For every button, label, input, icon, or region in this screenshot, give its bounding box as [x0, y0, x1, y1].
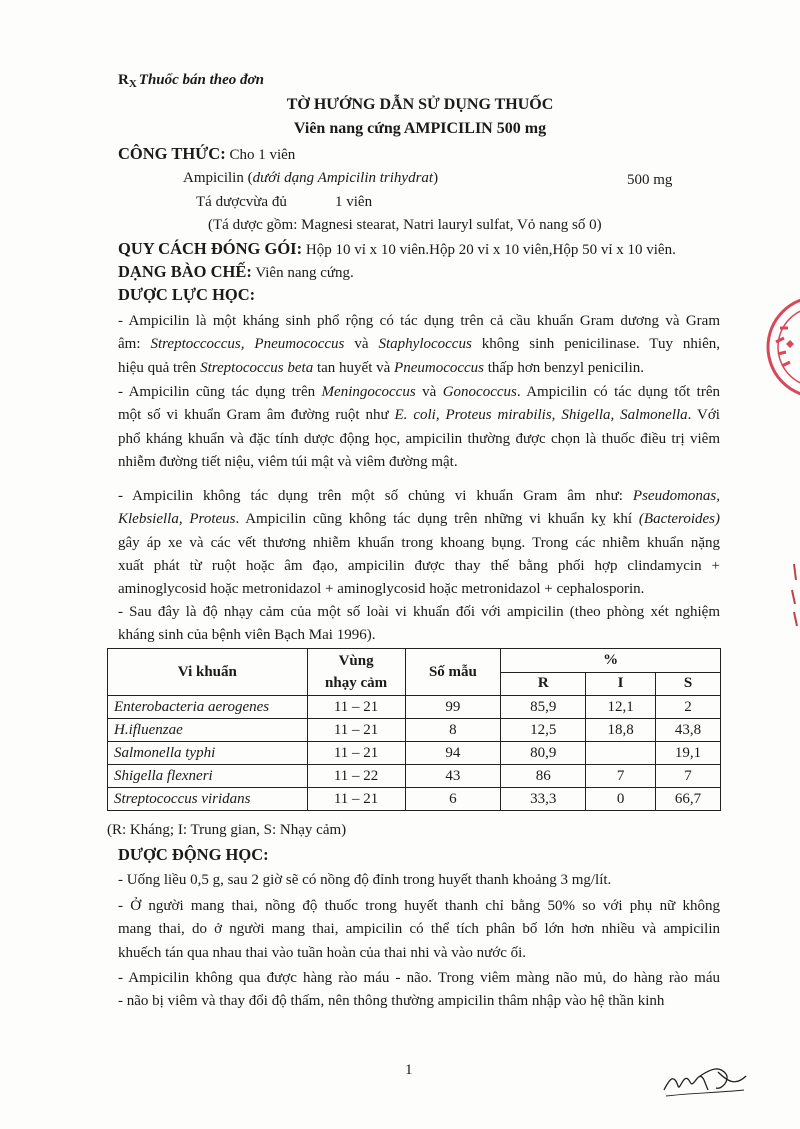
cell-i: 0 — [586, 788, 656, 811]
text-line: nhiễm đường tiết niệu, viêm túi mật và viêm đường mật. — [118, 453, 458, 470]
dosage-form-text: Viên nang cứng. — [251, 265, 354, 281]
cell-s: 66,7 — [656, 788, 721, 811]
dosage-form-line — [118, 262, 354, 282]
pharmacokinetics-heading: DƯỢC ĐỘNG HỌC: — [118, 845, 269, 864]
excipient-note: (Tá dược gồm: Magnesi stearat, Natri lauryl sulfat, Vỏ nang số 0) — [208, 217, 602, 233]
cell-r: 12,5 — [501, 719, 586, 742]
cell-zone: 11 – 21 — [307, 719, 405, 742]
packaging-heading: QUY CÁCH ĐÓNG GÓI: — [118, 239, 303, 258]
cell-s: 19,1 — [656, 742, 721, 765]
cell-r: 85,9 — [501, 696, 586, 719]
header-zone — [307, 649, 405, 696]
cell-samples: 43 — [405, 765, 501, 788]
cell-samples: 6 — [405, 788, 501, 811]
dosage-form-heading: DẠNG BÀO CHẾ: — [118, 262, 252, 281]
cell-bacteria: Salmonella typhi — [108, 742, 308, 765]
signature-mark — [660, 1060, 750, 1100]
page-number: 1 — [405, 1062, 413, 1078]
pharmacodynamics-paragraph-4 — [118, 601, 720, 648]
packaging-line — [118, 239, 676, 259]
cell-bacteria: Streptococcus viridans — [108, 788, 308, 811]
ingredient-close: ) — [433, 170, 439, 186]
cell-r: 86 — [501, 765, 586, 788]
table-row — [108, 719, 721, 742]
text-line: hiệu quả trên Streptococcus beta tan huyết và Pneumococcus thấp hơn benzyl penicilin. — [118, 359, 644, 376]
stamp-mark — [762, 292, 800, 402]
cell-bacteria: Shigella flexneri — [108, 765, 308, 788]
text-line: một số vi khuẩn Gram âm đường ruột như E. coli, Proteus mirabilis, Shigella, Salmonella. Với — [118, 407, 720, 424]
header-s: S — [656, 672, 721, 696]
ingredient-form: dưới dạng Ampicilin trihydrat — [252, 170, 434, 186]
pharmacodynamics-paragraph-1 — [118, 310, 720, 380]
pharmacodynamics-paragraph-2 — [118, 381, 720, 474]
table-header-row — [108, 649, 721, 673]
cell-r: 33,3 — [501, 788, 586, 811]
text-line: phổ kháng khuẩn và đặc tính dược động học, ampicilin thường được chọn là thuốc điều trị viêm — [118, 430, 720, 447]
pharmacokinetics-paragraph-2 — [118, 895, 720, 965]
pharmacokinetics-paragraph-1 — [118, 869, 720, 892]
cell-r: 80,9 — [501, 742, 586, 765]
rx-subscript: X — [128, 78, 137, 90]
text-line: âm: Streptoccoccus, Pneumococcus và Staphylococcus không sinh penicilinase. Tuy nhiên, — [118, 336, 720, 353]
text-line: gây áp xe và các vết thương nhiễm khuẩn trong khoang bụng. Trong các nhiễm khuẩn nặng — [118, 534, 720, 551]
pharmacokinetics-paragraph-3 — [118, 967, 720, 1014]
text-line: - Ampicilin không qua được hàng rào máu - não. Trong viêm màng não mủ, do hàng rào máu — [118, 970, 720, 986]
edge-ink-mark — [786, 560, 800, 630]
text-line: - Ampicilin cũng tác dụng trên Meningococcus và Gonococcus. Ampicilin có tác dụng tốt trên — [118, 384, 720, 400]
header-zone-line1: Vùng — [338, 653, 374, 669]
cell-i — [586, 742, 656, 765]
text-line: - Ampicilin không tác dụng trên một số chủng vi khuẩn Gram âm như: Pseudomonas, — [118, 488, 720, 504]
cell-zone: 11 – 22 — [307, 765, 405, 788]
rx-symbol: R — [118, 72, 129, 88]
text-line: - não bị viêm và thay đổi độ thấm, nên thông thường ampicilin thâm nhập vào hệ thần kinh — [118, 993, 665, 1010]
document-title: TỜ HƯỚNG DẪN SỬ DỤNG THUỐC — [286, 96, 554, 113]
rx-text: Thuốc bán theo đơn — [138, 72, 264, 88]
pharmacodynamics-heading: DƯỢC LỰC HỌC: — [118, 285, 256, 304]
text-line: - Ở người mang thai, nồng độ thuốc trong huyết thanh chỉ bằng 50% so với phụ nữ không — [118, 898, 720, 914]
formula-heading: CÔNG THỨC: — [118, 144, 226, 163]
header-r: R — [501, 672, 586, 696]
header-bacteria: Vi khuẩn — [108, 649, 308, 696]
excipient-label: Tá dượcvừa đủ — [196, 194, 287, 210]
text-line: - Uống liều 0,5 g, sau 2 giờ sẽ có nồng độ đỉnh trong huyết thanh khoảng 3 mg/lít. — [118, 872, 612, 888]
ingredient-name: Ampicilin ( — [183, 170, 253, 186]
cell-zone: 11 – 21 — [307, 788, 405, 811]
cell-samples: 94 — [405, 742, 501, 765]
cell-bacteria: Enterobacteria aerogenes — [108, 696, 308, 719]
text-line: - Ampicilin là một kháng sinh phổ rộng có tác dụng trên cả cầu khuẩn Gram dương và Gram — [118, 313, 720, 329]
cell-s: 7 — [656, 765, 721, 788]
ingredient-line — [183, 170, 438, 187]
formula-heading-line — [118, 144, 295, 164]
text-line: aminoglycosid hoặc metronidazol + aminoglycosid hoặc metronidazol + cephalosporin. — [118, 581, 645, 598]
sensitivity-table — [107, 648, 721, 811]
header-samples: Số mẫu — [405, 649, 501, 696]
header-percent: % — [501, 649, 721, 673]
text-line: - Sau đây là độ nhạy cảm của một số loài vi khuẩn đối với ampicilin (theo phòng xét nghiệm — [118, 604, 720, 620]
excipient-amount: 1 viên — [335, 194, 373, 210]
cell-s: 43,8 — [656, 719, 721, 742]
table-row — [108, 788, 721, 811]
text-line: mang thai, do ở người mang thai, ampicilin có thể tích phân bố lớn hơn nhiều và ampicilin — [118, 921, 720, 938]
header-zone-line2: nhạy cảm — [325, 675, 388, 691]
cell-samples: 99 — [405, 696, 501, 719]
table-row — [108, 696, 721, 719]
ingredient-amount: 500 mg — [627, 172, 673, 188]
prescription-label — [118, 72, 264, 90]
table-legend: (R: Kháng; I: Trung gian, S: Nhạy cảm) — [107, 822, 347, 838]
header-i: I — [586, 672, 656, 696]
pharmacodynamics-paragraph-3 — [118, 485, 720, 601]
text-line: khuếch tán qua nhau thai vào tuần hoàn của thai nhi và vào nước ối. — [118, 944, 527, 961]
cell-i: 12,1 — [586, 696, 656, 719]
cell-i: 7 — [586, 765, 656, 788]
cell-s: 2 — [656, 696, 721, 719]
text-line: xuất phát từ ruột hoặc âm đạo, ampicilin được thay thế bằng phối hợp clindamycin + — [118, 557, 720, 574]
formula-per: Cho 1 viên — [225, 147, 296, 163]
text-line: kháng sinh của bệnh viên Bạch Mai 1996). — [118, 627, 376, 644]
document-subtitle: Viên nang cứng AMPICILIN 500 mg — [293, 120, 547, 137]
packaging-text: Hộp 10 vỉ x 10 viên.Hộp 20 vỉ x 10 viên,Hộp 50 vỉ x 10 viên. — [302, 242, 676, 258]
text-line: Klebsiella, Proteus. Ampicilin cũng không tác dụng trên những vi khuẩn kỵ khí (Bacteroides) — [118, 511, 720, 528]
cell-samples: 8 — [405, 719, 501, 742]
cell-zone: 11 – 21 — [307, 696, 405, 719]
table-row — [108, 742, 721, 765]
table-row — [108, 765, 721, 788]
cell-bacteria: H.ifluenzae — [108, 719, 308, 742]
cell-i: 18,8 — [586, 719, 656, 742]
cell-zone: 11 – 21 — [307, 742, 405, 765]
